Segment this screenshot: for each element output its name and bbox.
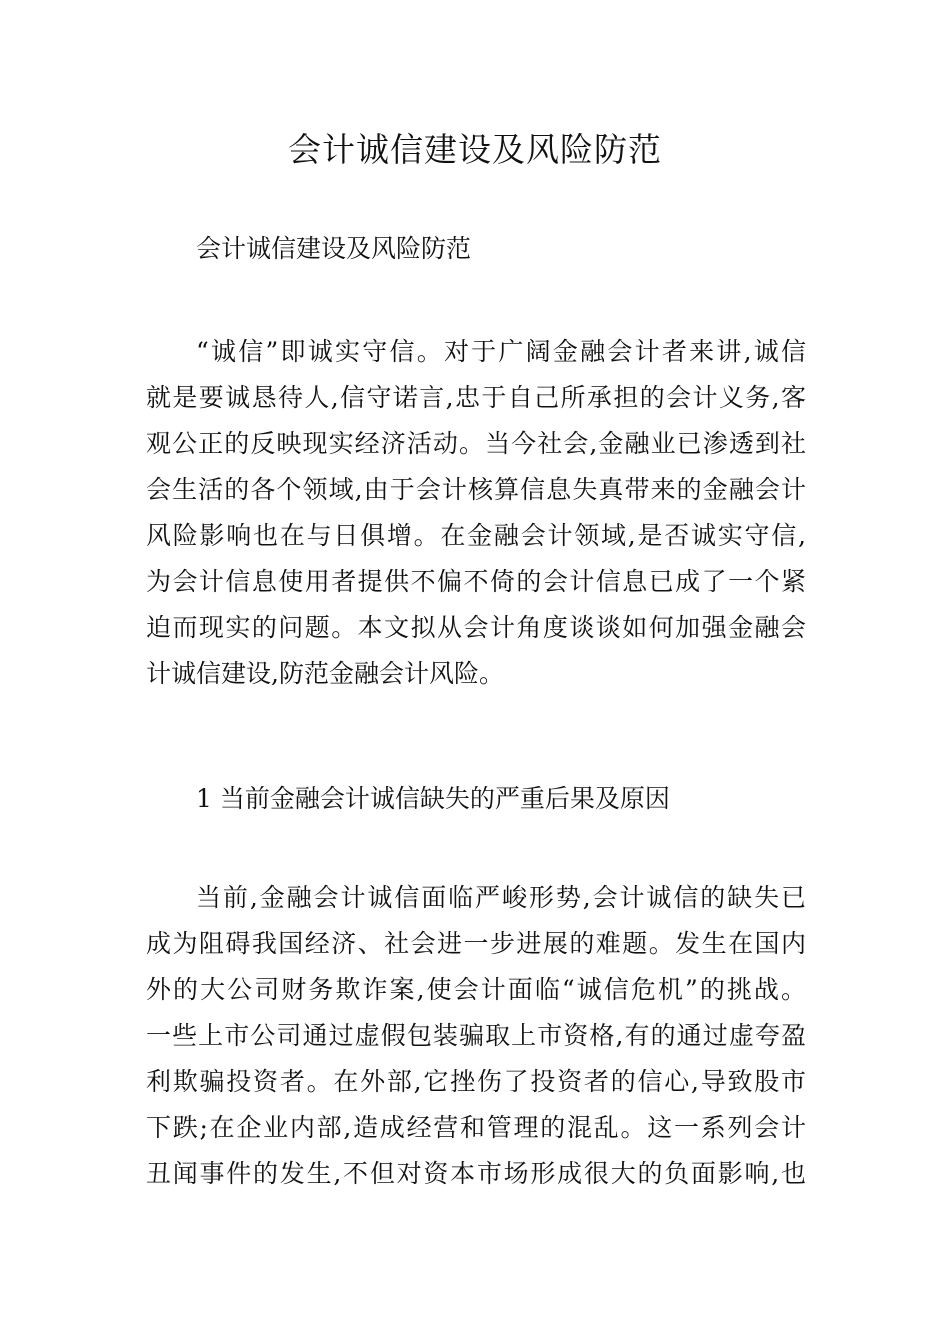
paragraph-1-line: 会生活的各个领域,由于会计核算信息失真带来的金融会计: [146, 475, 806, 504]
paragraph-2-line: 丑闻事件的发生,不但对资本市场形成很大的负面影响,也: [146, 1159, 806, 1188]
paragraph-1-line: 迫而现实的问题。本文拟从会计角度谈谈如何加强金融会: [146, 613, 806, 642]
paragraph-1-line: “诚信”即诚实守信。对于广阔金融会计者来讲,诚信: [196, 337, 806, 366]
document-subtitle: 会计诚信建设及风险防范: [196, 234, 472, 263]
paragraph-2-line: 外的大公司财务欺诈案,使会计面临“诚信危机”的挑战。: [146, 975, 806, 1004]
paragraph-2-line: 利欺骗投资者。在外部,它挫伤了投资者的信心,导致股市: [146, 1067, 806, 1096]
paragraph-1-line: 为会计信息使用者提供不偏不倚的会计信息已成了一个紧: [146, 567, 806, 596]
paragraph-1-line: 计诚信建设,防范金融会计风险。: [146, 659, 504, 688]
paragraph-2-line: 成为阻碍我国经济、社会进一步进展的难题。发生在国内: [146, 929, 806, 958]
paragraph-2-line: 当前,金融会计诚信面临严峻形势,会计诚信的缺失已: [196, 883, 806, 912]
paragraph-1-line: 就是要诚恳待人,信守诺言,忠于自己所承担的会计义务,客: [146, 383, 806, 412]
paragraph-1-line: 风险影响也在与日俱增。在金融会计领域,是否诚实守信,: [146, 521, 806, 550]
document-title: 会计诚信建设及风险防范: [288, 130, 662, 169]
section-heading: 1 当前金融会计诚信缺失的严重后果及原因: [196, 784, 670, 813]
paragraph-2-line: 下跌;在企业内部,造成经营和管理的混乱。这一系列会计: [146, 1113, 806, 1142]
paragraph-2-line: 一些上市公司通过虚假包装骗取上市资格,有的通过虚夸盈: [146, 1021, 806, 1050]
paragraph-1-line: 观公正的反映现实经济活动。当今社会,金融业已渗透到社: [146, 429, 806, 458]
